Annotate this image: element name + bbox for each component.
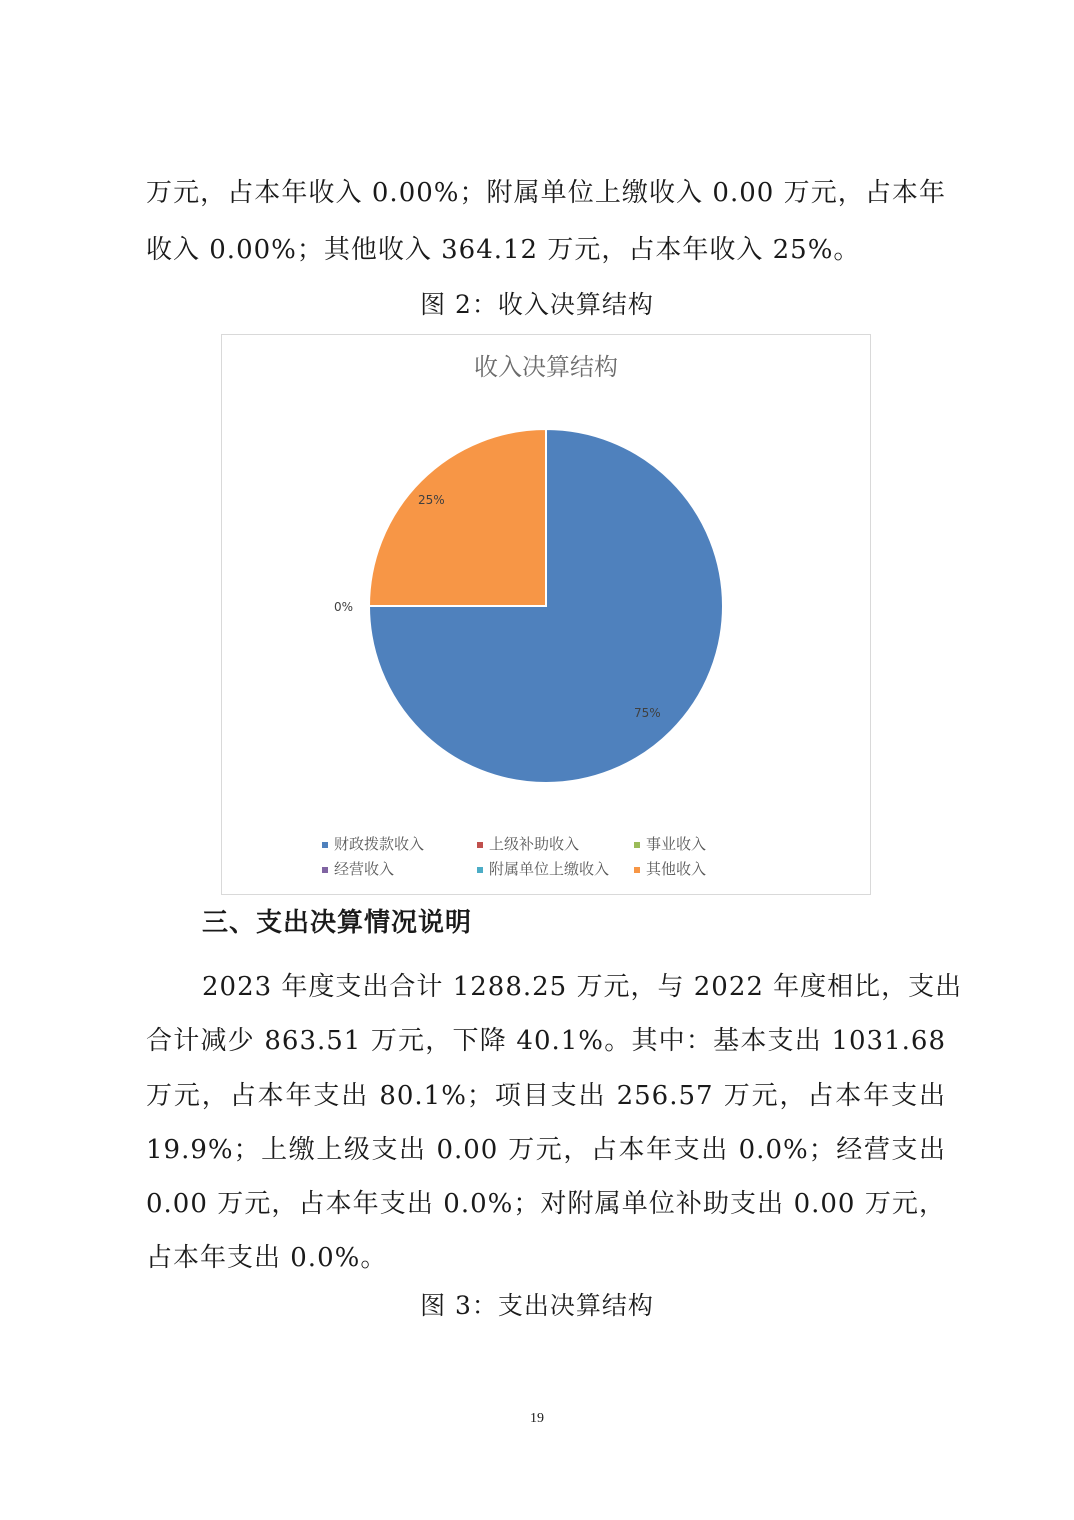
figure-3-caption: 图 3：支出决算结构 [420,1291,654,1320]
legend-item-2: 上级补助收入 [477,833,579,854]
legend-item-6: 其他收入 [634,858,706,879]
legend-item-4: 经营收入 [322,858,394,879]
expense-line-1: 2023 年度支出合计 1288.25 万元，与 2022 年度相比，支出 [202,972,963,1002]
data-label-0: 0% [334,600,354,614]
expense-line-2: 合计减少 863.51 万元，下降 40.1%。其中：基本支出 1031.68 [146,1026,946,1056]
pie-slice-6 [369,429,546,606]
legend-swatch [477,842,483,848]
legend-item-5: 附属单位上缴收入 [477,858,609,879]
chart-title: 收入决算结构 [474,353,618,381]
intro-line-2: 收入 0.00%；其他收入 364.12 万元，占本年收入 25%。 [146,235,861,265]
legend-swatch [322,842,328,848]
legend-swatch [634,842,640,848]
legend-item-3: 事业收入 [634,833,706,854]
expense-line-3: 万元，占本年支出 80.1%；项目支出 256.57 万元，占本年支出 [146,1081,946,1111]
legend-item-1: 财政拨款收入 [322,833,424,854]
figure-2-caption: 图 2：收入决算结构 [420,290,654,319]
expense-line-4: 19.9%；上缴上级支出 0.00 万元，占本年支出 0.0%；经营支出 [146,1135,946,1165]
page-number: 19 [530,1411,544,1426]
section-heading: 三、支出决算情况说明 [202,908,473,938]
data-label-25: 25% [418,493,445,507]
income-structure-chart [221,334,871,895]
legend-swatch [322,867,328,873]
expense-line-5: 0.00 万元，占本年支出 0.0%；对附属单位补助支出 0.00 万元， [146,1189,946,1219]
legend-swatch [634,867,640,873]
expense-line-6: 占本年支出 0.0%。 [146,1243,388,1273]
legend-swatch [477,867,483,873]
data-label-75: 75% [634,706,661,720]
intro-line-1: 万元，占本年收入 0.00%；附属单位上缴收入 0.00 万元，占本年 [146,178,946,208]
pie-chart [222,335,870,815]
